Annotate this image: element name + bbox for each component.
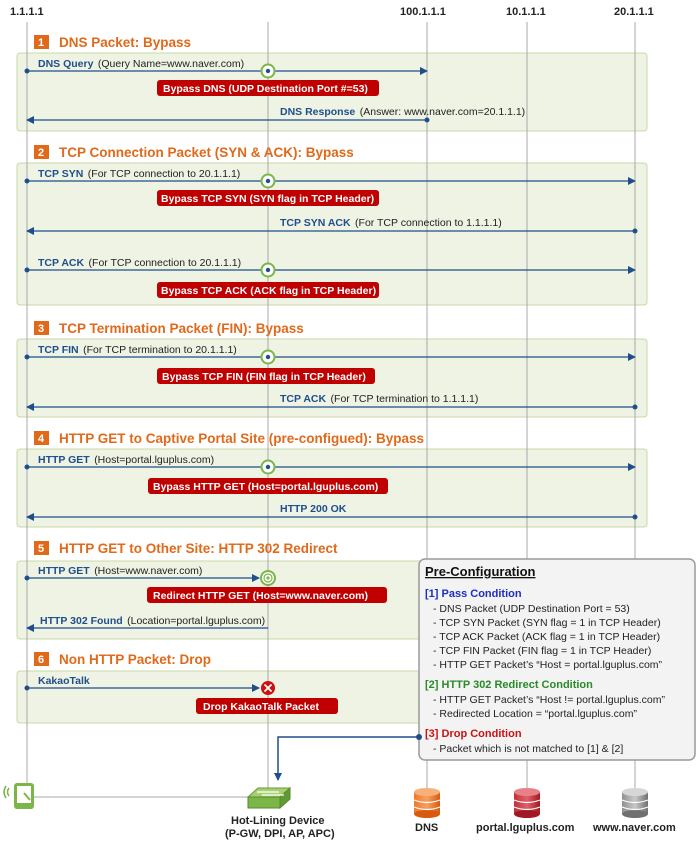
- start-dot: [25, 465, 30, 470]
- msg-tcp-ack-term: TCP ACK (For TCP termination to 1.1.1.1): [280, 393, 479, 405]
- dns-server-icon: [414, 788, 440, 818]
- device-icon: [248, 788, 290, 808]
- msg-http-get-portal: HTTP GET (Host=portal.lguplus.com): [38, 454, 215, 466]
- portal-label: portal.lguplus.com: [476, 822, 575, 834]
- start-dot: [25, 686, 30, 691]
- bypass-node-icon: [262, 65, 275, 78]
- section-heading-3: [34, 321, 304, 336]
- ip-site: 20.1.1.1: [614, 6, 654, 18]
- pass-item: - HTTP GET Packet’s “Host = portal.lguplus.com”: [433, 659, 663, 671]
- start-dot: [633, 229, 638, 234]
- redirect-item: - Redirected Location = “portal.lguplus.com”: [433, 708, 637, 720]
- start-dot: [425, 118, 430, 123]
- msg-tcp-syn: TCP SYN (For TCP connection to 20.1.1.1): [38, 168, 241, 180]
- svg-text:Bypass TCP FIN (FIN flag in TC: Bypass TCP FIN (FIN flag in TCP Header): [162, 371, 366, 383]
- msg-tcp-ack: TCP ACK (For TCP connection to 20.1.1.1): [38, 257, 242, 269]
- msg-http-get-other: HTTP GET (Host=www.naver.com): [38, 565, 203, 577]
- start-dot: [633, 405, 638, 410]
- action-label-6: [196, 698, 338, 714]
- drop-x-icon: [261, 681, 275, 695]
- svg-text:Drop KakaoTalk Packet: Drop KakaoTalk Packet: [203, 701, 319, 713]
- msg-tcp-syn-ack: TCP SYN ACK (For TCP connection to 1.1.1.1): [280, 217, 502, 229]
- portal-server-icon: [514, 788, 540, 818]
- svg-text:Redirect HTTP GET (Host=www.na: Redirect HTTP GET (Host=www.naver.com): [153, 590, 369, 602]
- bypass-node-icon: [262, 351, 275, 364]
- preconfig-connector: [278, 737, 419, 780]
- pass-item: - TCP FIN Packet (FIN flag = 1 in TCP Header): [433, 645, 652, 657]
- action-label-2b: [157, 282, 379, 298]
- bypass-node-icon: [262, 175, 275, 188]
- svg-text:1: 1: [38, 37, 45, 49]
- svg-text:Bypass HTTP GET (Host=portal.l: Bypass HTTP GET (Host=portal.lguplus.com): [153, 481, 379, 493]
- svg-text:Bypass DNS (UDP Destination Po: Bypass DNS (UDP Destination Port #=53): [163, 83, 368, 95]
- start-dot: [25, 268, 30, 273]
- start-dot: [25, 69, 30, 74]
- device-label-line1: Hot-Lining Device: [231, 815, 325, 827]
- svg-text:Non HTTP Packet: Drop: Non HTTP Packet: Drop: [59, 652, 212, 667]
- pass-item: - DNS Packet (UDP Destination Port = 53): [433, 603, 630, 615]
- svg-text:TCP Termination Packet (FIN):: TCP Termination Packet (FIN): Bypass: [59, 321, 304, 336]
- bypass-node-icon: [262, 264, 275, 277]
- drop-condition-title: [3] Drop Condition: [425, 728, 522, 740]
- section-heading-2: [34, 145, 354, 160]
- site-server-icon: [622, 788, 648, 818]
- svg-text:DNS Packet: Bypass: DNS Packet: Bypass: [59, 35, 192, 50]
- svg-text:Bypass TCP SYN (SYN flag in TC: Bypass TCP SYN (SYN flag in TCP Header): [161, 193, 375, 205]
- msg-dns-response: DNS Response (Answer: www.naver.com=20.1.1.1): [280, 106, 526, 118]
- redirect-condition-title: [2] HTTP 302 Redirect Condition: [425, 679, 593, 691]
- pass-condition-title: [1] Pass Condition: [425, 588, 522, 600]
- action-label-5: [147, 587, 387, 603]
- bypass-node-icon: [262, 461, 275, 474]
- redirect-node-icon: [261, 571, 275, 585]
- svg-text:HTTP GET to Other Site: HTTP 3: HTTP GET to Other Site: HTTP 302 Redirect: [59, 541, 338, 556]
- drop-item: - Packet which is not matched to [1] & [2]: [433, 743, 624, 755]
- svg-text:Bypass TCP ACK (ACK flag in TC: Bypass TCP ACK (ACK flag in TCP Header): [161, 285, 377, 297]
- start-dot: [633, 515, 638, 520]
- svg-text:HTTP GET to Captive Portal Sit: HTTP GET to Captive Portal Site (pre-configued): Bypass: [59, 431, 425, 446]
- svg-text:5: 5: [38, 543, 45, 555]
- svg-text:6: 6: [38, 654, 45, 666]
- redirect-item: - HTTP GET Packet’s “Host != portal.lguplus.com”: [433, 694, 665, 706]
- svg-text:4: 4: [38, 433, 45, 445]
- connector-dot: [416, 734, 422, 740]
- action-label-3: [157, 368, 375, 384]
- preconfig-title: Pre-Configuration: [425, 564, 536, 579]
- section-heading-5: [34, 541, 338, 556]
- svg-text:3: 3: [38, 323, 45, 335]
- msg-dns-query: DNS Query (Query Name=www.naver.com): [38, 58, 245, 70]
- section-heading-1: [34, 35, 191, 50]
- msg-http-302: HTTP 302 Found (Location=portal.lguplus.com): [40, 615, 266, 627]
- msg-kakaotalk: KakaoTalk: [38, 675, 90, 687]
- ip-portal: 10.1.1.1: [506, 6, 546, 18]
- pass-item: - TCP ACK Packet (ACK flag = 1 in TCP Header): [433, 631, 661, 643]
- action-label-1: [157, 80, 379, 96]
- msg-http-200: HTTP 200 OK: [280, 503, 347, 515]
- start-dot: [25, 179, 30, 184]
- start-dot: [25, 576, 30, 581]
- section-heading-4: [34, 431, 424, 446]
- dns-label: DNS: [415, 822, 439, 834]
- action-label-2a: [157, 190, 379, 206]
- action-label-4: [148, 478, 388, 494]
- msg-tcp-fin: TCP FIN (For TCP termination to 20.1.1.1): [38, 344, 237, 356]
- svg-text:2: 2: [38, 147, 45, 159]
- ip-dns: 100.1.1.1: [400, 6, 446, 18]
- pass-item: - TCP SYN Packet (SYN flag = 1 in TCP Header): [433, 617, 661, 629]
- start-dot: [25, 355, 30, 360]
- phone-icon: [4, 783, 34, 809]
- site-label: www.naver.com: [593, 822, 676, 834]
- section-heading-6: [34, 652, 211, 667]
- ip-client: 1.1.1.1: [10, 6, 44, 18]
- svg-text:TCP Connection Packet (SYN & A: TCP Connection Packet (SYN & ACK): Bypass: [59, 145, 354, 160]
- device-label-line2: (P-GW, DPI, AP, APC): [225, 828, 335, 840]
- preconfig-box: [419, 559, 695, 760]
